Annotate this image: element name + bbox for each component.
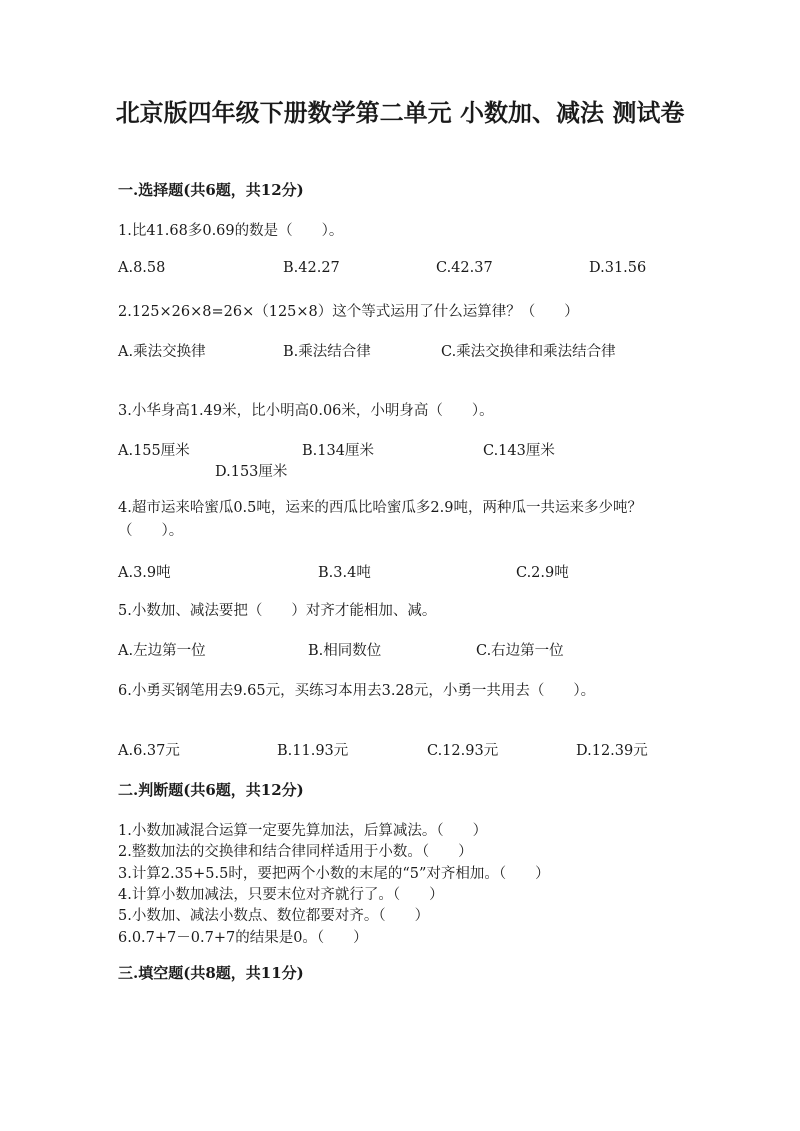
question-3: 3.小华身高1.49米，比小明高0.06米，小明身高（ ）。 bbox=[118, 403, 494, 419]
section-heading-judge: 二.判断题(共6题，共12分) bbox=[118, 781, 304, 799]
q2-option-c: C.乘法交换律和乘法结合律 bbox=[441, 344, 616, 360]
q4-option-b: B.3.4吨 bbox=[318, 565, 371, 581]
judge-item-3: 3.计算2.35+5.5时，要把两个小数的末尾的“5”对齐相加。（ ） bbox=[118, 866, 550, 882]
q5-option-b: B.相同数位 bbox=[308, 643, 382, 659]
q2-option-b: B.乘法结合律 bbox=[283, 344, 371, 360]
judge-item-2: 2.整数加法的交换律和结合律同样适用于小数。（ ） bbox=[118, 844, 473, 860]
question-5: 5.小数加、减法要把（ ）对齐才能相加、减。 bbox=[118, 603, 437, 619]
section-heading-choice: 一.选择题(共6题，共12分) bbox=[118, 181, 304, 199]
q1-option-d: D.31.56 bbox=[589, 260, 647, 276]
q3-option-d: D.153厘米 bbox=[215, 464, 288, 480]
question-1: 1.比41.68多0.69的数是（ ）。 bbox=[118, 223, 344, 239]
q3-option-b: B.134厘米 bbox=[302, 443, 374, 459]
q2-option-a: A.乘法交换律 bbox=[118, 344, 206, 360]
q4-option-c: C.2.9吨 bbox=[516, 565, 569, 581]
judge-item-6: 6.0.7+7－0.7+7的结果是0。（ ） bbox=[118, 930, 368, 946]
q5-option-a: A.左边第一位 bbox=[118, 643, 206, 659]
judge-item-1: 1.小数加减混合运算一定要先算加法，后算减法。（ ） bbox=[118, 823, 488, 839]
q6-option-a: A.6.37元 bbox=[118, 743, 180, 759]
section-heading-fill: 三.填空题(共8题，共11分) bbox=[118, 964, 304, 982]
question-2: 2.125×26×8=26×（125×8）这个等式运用了什么运算律？（ ） bbox=[118, 304, 579, 320]
q6-option-b: B.11.93元 bbox=[277, 743, 349, 759]
q1-option-c: C.42.37 bbox=[436, 260, 493, 276]
question-4: 4.超市运来哈蜜瓜0.5吨，运来的西瓜比哈蜜瓜多2.9吨，两种瓜一共运来多少吨？（ ）。 bbox=[118, 500, 642, 539]
q3-option-a: A.155厘米 bbox=[118, 443, 190, 459]
page-title: 北京版四年级下册数学第二单元 小数加、减法 测试卷 bbox=[115, 98, 685, 127]
judge-item-4: 4.计算小数加减法，只要末位对齐就行了。（ ） bbox=[118, 887, 444, 903]
question-6: 6.小勇买钢笔用去9.65元，买练习本用去3.28元，小勇一共用去（ ）。 bbox=[118, 683, 596, 699]
q4-option-a: A.3.9吨 bbox=[118, 565, 171, 581]
q1-option-a: A.8.58 bbox=[118, 260, 166, 276]
q3-option-c: C.143厘米 bbox=[483, 443, 555, 459]
q1-option-b: B.42.27 bbox=[283, 260, 340, 276]
q6-option-c: C.12.93元 bbox=[427, 743, 499, 759]
q5-option-c: C.右边第一位 bbox=[476, 643, 564, 659]
q6-option-d: D.12.39元 bbox=[576, 743, 648, 759]
judge-item-5: 5.小数加、减法小数点、数位都要对齐。（ ） bbox=[118, 908, 430, 924]
